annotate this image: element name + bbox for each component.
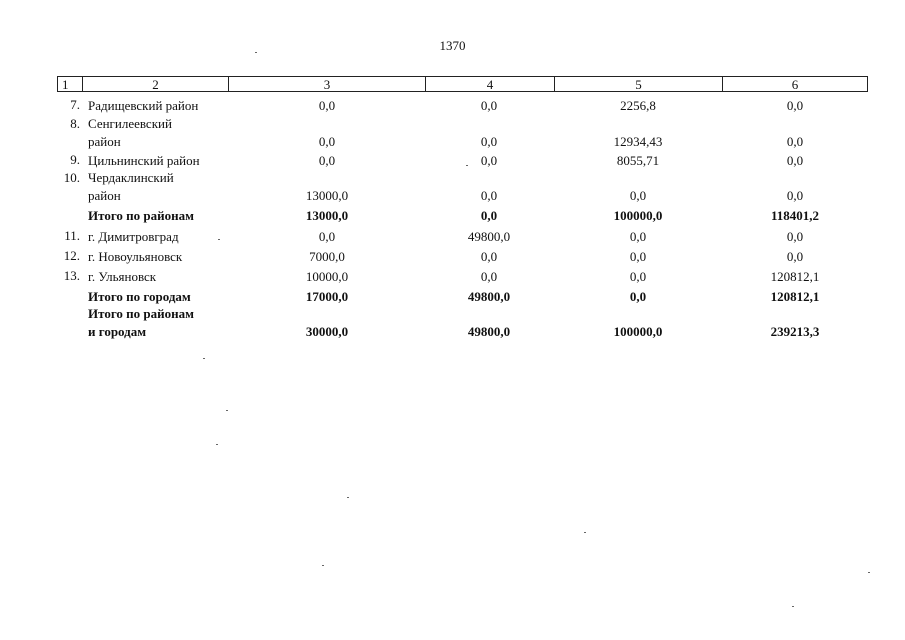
row-label: г. Димитровград [88, 229, 179, 244]
cell-col6: 0,0 [786, 153, 804, 168]
scan-speck [203, 358, 205, 359]
row-label: Чердаклинский [88, 170, 174, 185]
grand-total-label: Итого по районам [88, 306, 194, 321]
cell-col3: 0,0 [318, 98, 336, 113]
cell-col4: 0,0 [480, 188, 498, 203]
column-header-6: 6 [791, 76, 799, 92]
cell-col4: 0,0 [480, 98, 498, 113]
cell-col3: 13000,0 [305, 208, 349, 223]
cell-col5: 12934,43 [613, 134, 663, 149]
cell-col4: 0,0 [480, 153, 498, 168]
row-number: 8. [70, 116, 80, 131]
column-header-1: 1 [58, 77, 83, 91]
cell-col4: 49800,0 [467, 229, 511, 244]
cell-col6: 118401,2 [770, 208, 820, 223]
cell-col4: 49800,0 [467, 324, 511, 339]
table-header-row [57, 76, 868, 92]
cell-col4: 0,0 [480, 134, 498, 149]
row-number: 12. [63, 248, 80, 263]
row-label: Сенгилеевский [88, 116, 172, 131]
scan-speck [792, 606, 794, 607]
cell-col3: 30000,0 [305, 324, 349, 339]
cell-col3: 13000,0 [305, 188, 349, 203]
cell-col6: 0,0 [786, 249, 804, 264]
cell-col4: 0,0 [480, 249, 498, 264]
column-header-3: 3 [229, 77, 426, 91]
cell-col6: 120812,1 [770, 289, 820, 304]
cell-col6: 120812,1 [770, 269, 820, 284]
scan-speck [347, 497, 349, 498]
scan-speck [322, 565, 324, 566]
row-label: г. Ульяновск [88, 269, 157, 284]
row-number: 10. [63, 170, 80, 185]
cell-col3: 10000,0 [305, 269, 349, 284]
row-number: 9. [70, 152, 80, 167]
scan-speck [255, 52, 257, 53]
cell-col6: 0,0 [786, 98, 804, 113]
scan-speck [466, 165, 468, 166]
column-header-2: 2 [83, 77, 229, 91]
scan-speck [868, 572, 870, 573]
page-number: 1370 [439, 38, 466, 53]
cell-col3: 17000,0 [305, 289, 349, 304]
subtotal-label: Итого по районам [88, 208, 194, 223]
cell-col5: 2256,8 [620, 98, 656, 113]
row-label: г. Новоульяновск [88, 249, 183, 264]
scan-speck [218, 239, 220, 240]
column-header-4: 4 [426, 77, 555, 91]
subtotal-label: Итого по городам [88, 289, 191, 304]
cell-col3: 0,0 [318, 153, 336, 168]
cell-col6: 239213,3 [770, 324, 820, 339]
row-number: 7. [70, 97, 80, 112]
row-label-continuation: район [88, 188, 121, 203]
cell-col3: 7000,0 [309, 249, 345, 264]
row-label: Радищевский район [88, 98, 199, 113]
cell-col4: 0,0 [480, 208, 498, 223]
scan-speck [584, 532, 586, 533]
cell-col5: 100000,0 [613, 208, 663, 223]
cell-col3: 0,0 [318, 134, 336, 149]
cell-col5: 0,0 [629, 269, 647, 284]
cell-col5: 100000,0 [613, 324, 663, 339]
grand-total-label-continuation: и городам [88, 324, 147, 339]
scan-speck [216, 444, 218, 445]
row-label-continuation: район [88, 134, 121, 149]
cell-col5: 0,0 [629, 229, 647, 244]
cell-col6: 0,0 [786, 229, 804, 244]
column-header-5: 5 [555, 77, 723, 91]
row-label: Цильнинский район [88, 153, 200, 168]
cell-col5: 8055,71 [616, 153, 660, 168]
cell-col5: 0,0 [629, 188, 647, 203]
cell-col4: 0,0 [480, 269, 498, 284]
cell-col3: 0,0 [318, 229, 336, 244]
row-number: 13. [63, 268, 80, 283]
scan-speck [226, 410, 228, 411]
cell-col4: 49800,0 [467, 289, 511, 304]
cell-col5: 0,0 [629, 289, 647, 304]
row-number: 11. [64, 228, 80, 243]
cell-col6: 0,0 [786, 134, 804, 149]
cell-col5: 0,0 [629, 249, 647, 264]
cell-col6: 0,0 [786, 188, 804, 203]
